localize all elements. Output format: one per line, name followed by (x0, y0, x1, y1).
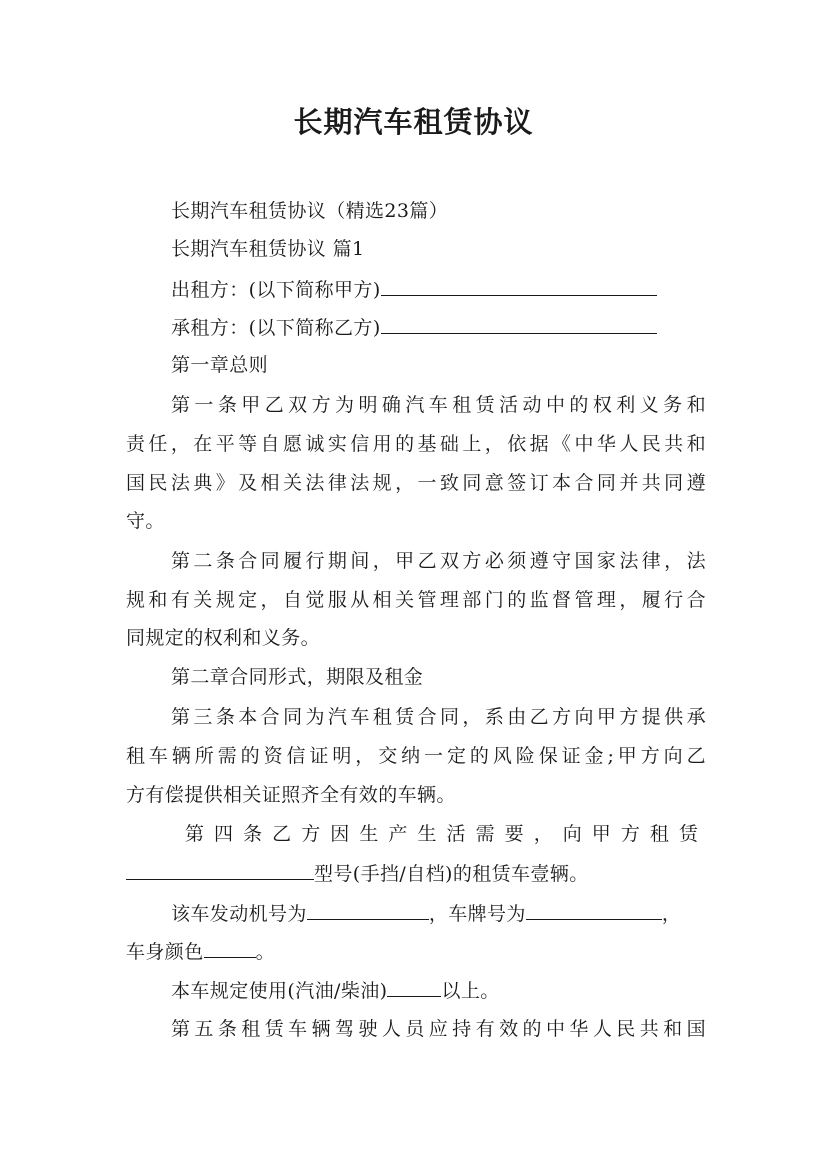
paragraph-line: 方有偿提供相关证照齐全有效的车辆。 (126, 784, 456, 806)
lessor-blank (381, 276, 657, 296)
model-blank (126, 860, 314, 880)
chapter-heading: 第二章合同形式，期限及租金 (171, 666, 424, 688)
paragraph-line: 规和有关规定，自觉服从相关管理部门的监督管理，履行合 (126, 589, 706, 611)
section-heading: 长期汽车租赁协议 篇1 (171, 238, 365, 260)
subtitle-line: 长期汽车租赁协议（精选23篇） (171, 200, 449, 222)
document-title: 长期汽车租赁协议 (293, 105, 534, 139)
comma: ， (661, 903, 682, 925)
color-line (126, 938, 706, 965)
paragraph-line: 第一条甲乙双方为明确汽车租赁活动中的权利义务和 (171, 394, 706, 416)
paragraph-line: 第三条本合同为汽车租赁合同，系由乙方向甲方提供承 (171, 706, 706, 728)
paragraph-line: 守。 (126, 510, 165, 532)
lessor-line (171, 276, 706, 303)
engine-label: 该车发动机号为 (171, 903, 307, 925)
paragraph-line: 租车辆所需的资信证明，交纳一定的风险保证金;甲方向乙 (126, 745, 706, 767)
chapter-heading: 第一章总则 (171, 354, 269, 376)
fuel-suffix: 以上。 (441, 980, 500, 1002)
paragraph-line (126, 860, 706, 887)
engine-blank (307, 900, 429, 920)
lessee-blank (381, 314, 657, 334)
paragraph-line: 第四条乙方因生产生活需要，向甲方租赁 (185, 823, 703, 845)
color-blank (204, 938, 256, 958)
lessor-label: 出租方：(以下简称甲方) (171, 279, 381, 301)
color-label: 车身颜色 (126, 941, 204, 963)
plate-label: ，车牌号为 (428, 903, 526, 925)
paragraph-line: 第五条租赁车辆驾驶人员应持有效的中华人民共和国 (171, 1018, 706, 1040)
lessee-line (171, 314, 706, 341)
paragraph-line: 国民法典》及相关法律法规，一致同意签订本合同并共同遵 (126, 472, 706, 494)
fuel-label: 本车规定使用(汽油/柴油) (171, 980, 388, 1002)
engine-line (171, 900, 706, 927)
model-text: 型号(手挡/自档)的租赁车壹辆。 (314, 863, 589, 885)
paragraph-line: 同规定的权利和义务。 (126, 627, 321, 649)
fuel-line (171, 977, 706, 1004)
period: 。 (255, 941, 276, 963)
paragraph-line: 责任，在平等自愿诚实信用的基础上，依据《中华人民共和 (126, 433, 706, 455)
paragraph-line: 第二条合同履行期间，甲乙双方必须遵守国家法律，法 (171, 550, 706, 572)
plate-blank (526, 900, 662, 920)
lessee-label: 承租方：(以下简称乙方) (171, 317, 381, 339)
fuel-blank (387, 977, 441, 997)
